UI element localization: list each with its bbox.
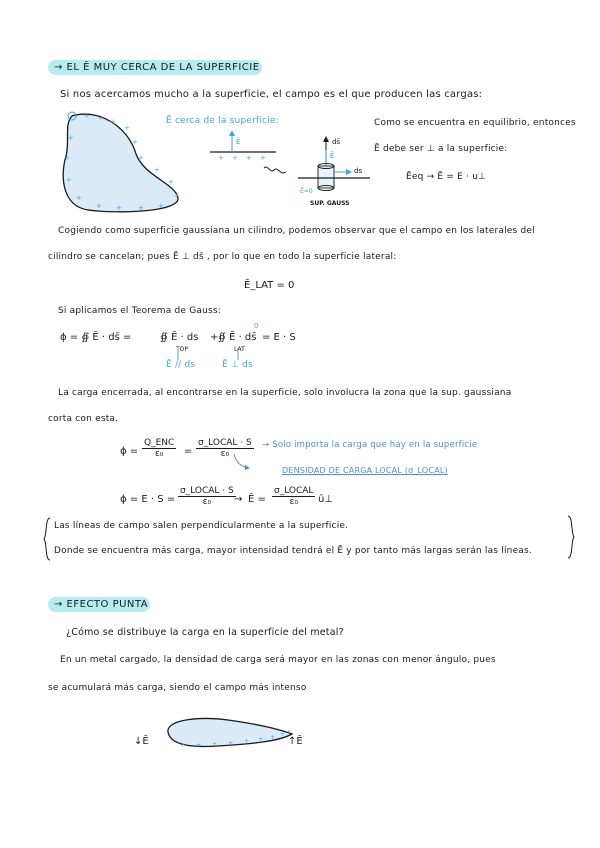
denominator-eps0: ε₀ [196,448,254,459]
note-parallel: Ē // ds [166,360,196,370]
numerator-sigma-s: σ_LOCAL · S [198,438,252,448]
e-result-lhs: Ē = [248,494,266,505]
charge-sign: + [174,192,180,200]
equilibrium-line-1: Como se encuentra en equilibrio, entonces [374,118,576,128]
squiggle-arrow [262,164,292,178]
fraction-qenc-eps0 [142,438,176,459]
charge-sign: + [270,734,276,741]
e-lateral-zero: Ē_LAT = 0 [244,280,295,291]
e-zero-label: Ē=0 [300,188,313,195]
denominator-eps0: ε₀ [178,496,236,507]
charge-sign: + [260,154,266,162]
charge-sign: + [196,742,202,749]
charge-sign: + [96,202,102,210]
charge-sign: + [158,202,164,210]
charge-sign: + [132,138,138,146]
brace-right [566,514,576,560]
section-header-text: → EFECTO PUNTA [54,599,149,610]
conclusion-line-2: Donde se encuentra más carga, mayor intensidad tendrá el Ē y por tanto más largas serán las líneas. [54,546,532,556]
note-perpendicular: Ē ⊥ ds [222,360,253,370]
e-vector-label: Ē [236,138,241,146]
fraction-sigma-s-eps0-2 [178,486,236,507]
equals-sign: = [184,446,193,457]
section-header-text: → EL Ē MUY CERCA DE LA SUPERFICIE [54,62,260,73]
charge-sign: + [228,740,234,747]
density-label: DENSIDAD DE CARGA LOCAL (σ_LOCAL) [282,466,448,475]
unit-vector-perp: ū⊥ [318,494,334,505]
lateral-zero-mark: 0 [254,322,259,330]
charge-sign: + [84,112,90,120]
gauss-plus: + [210,332,219,343]
charge-sign: + [218,154,224,162]
charge-sign: + [246,154,252,162]
conclusion-line-1: Las líneas de campo salen perpendicularmente a la superficie. [54,521,349,531]
section-header-point-effect [48,597,150,612]
lat-subscript: LAT [234,346,245,353]
fraction-sigma-eps0 [272,486,315,507]
gauss-equation-lateral: ∯ Ē · ds̄ [218,332,257,343]
charge-sign: + [66,176,72,184]
charge-sign: + [280,731,286,738]
charge-sign: + [138,204,144,212]
density-arrow [232,452,252,472]
charge-sign: + [180,742,186,749]
numerator-sigma-s: σ_LOCAL · S [180,486,234,496]
charge-sign: + [124,124,130,132]
e-field-up: ↑Ē [288,736,303,747]
sup-gauss-label: SUP. GAUSS [310,200,350,207]
charge-sign: + [154,166,160,174]
charge-note: → Solo importa la carga que hay en la superficie [262,440,478,450]
e-field-down: ↓Ē [134,736,149,747]
implies-arrow: → [234,494,243,505]
numerator-sigma-local: σ_LOCAL [274,486,314,496]
point-effect-question: ¿Cómo se distribuye la carga en la superficie del metal? [66,627,344,638]
numerator-qenc: Q_ENC [144,438,175,448]
phi-equation-2-lhs: ϕ = E · S = [120,494,176,505]
cylinder-text-line-2: cilindro se cancelan; pues Ē ⊥ ds̄ , por lo que en todo la superficie lateral: [48,252,397,262]
denominator-eps0: ε₀ [142,448,176,459]
equilibrium-equation: Ēeq → Ē = E · u⊥ [406,172,487,182]
enclosed-text-line-2: corta con esta. [48,414,119,424]
enclosed-text-line-1: La carga encerrada, al encontrarse en la superficie, solo involucra la zona que la sup. gaussiana [58,388,512,398]
charge-sign: + [212,741,218,748]
equilibrium-line-2: Ē debe ser ⊥ a la superficie: [374,144,508,154]
charge-sign: + [286,729,292,736]
intro-text: Si nos acercamos mucho a la superficie, el campo es el que producen las cargas: [60,89,483,100]
charge-sign: + [68,134,74,142]
charge-sign: + [116,204,122,212]
ds-vector-label: ds̄ [332,138,341,146]
point-effect-answer-line-2: se acumulará más carga, siendo el campo más intenso [48,683,307,693]
denominator-eps0: ε₀ [272,496,315,507]
near-surface-label: Ē cerca de la superficie: [166,116,279,126]
charge-sign: + [258,736,264,743]
charge-sign: + [64,154,70,162]
gauss-equation-rhs: = E · S [262,332,296,343]
cylinder-text-line-1: Cogiendo como superficie gaussiana un cilindro, podemos observar que el campo en los laterales del [58,226,535,236]
gauss-equation-top: ∯ Ē · ds [160,332,199,343]
section-header-near-surface [48,60,262,75]
e-vector-label: Ē [330,152,335,160]
charge-sign: + [168,178,174,186]
point-effect-answer-line-1: En un metal cargado, la densidad de carga será mayor en las zonas con menor ángulo, pues [60,655,496,665]
gauss-intro: Si aplicamos el Teorema de Gauss: [58,306,221,316]
charge-sign: + [232,154,238,162]
gauss-equation-lhs: ϕ = ∯ Ē · ds̄ = [60,332,132,343]
charge-sign: + [138,154,144,162]
phi-equation-1-lhs: ϕ = [120,446,139,457]
charge-sign: + [98,114,104,122]
ds-label: ds [354,167,363,175]
top-subscript: TOP [176,346,189,353]
charge-sign: + [244,738,250,745]
charge-sign: + [110,118,116,126]
charge-sign: + [76,194,82,202]
brace-left [42,516,52,562]
